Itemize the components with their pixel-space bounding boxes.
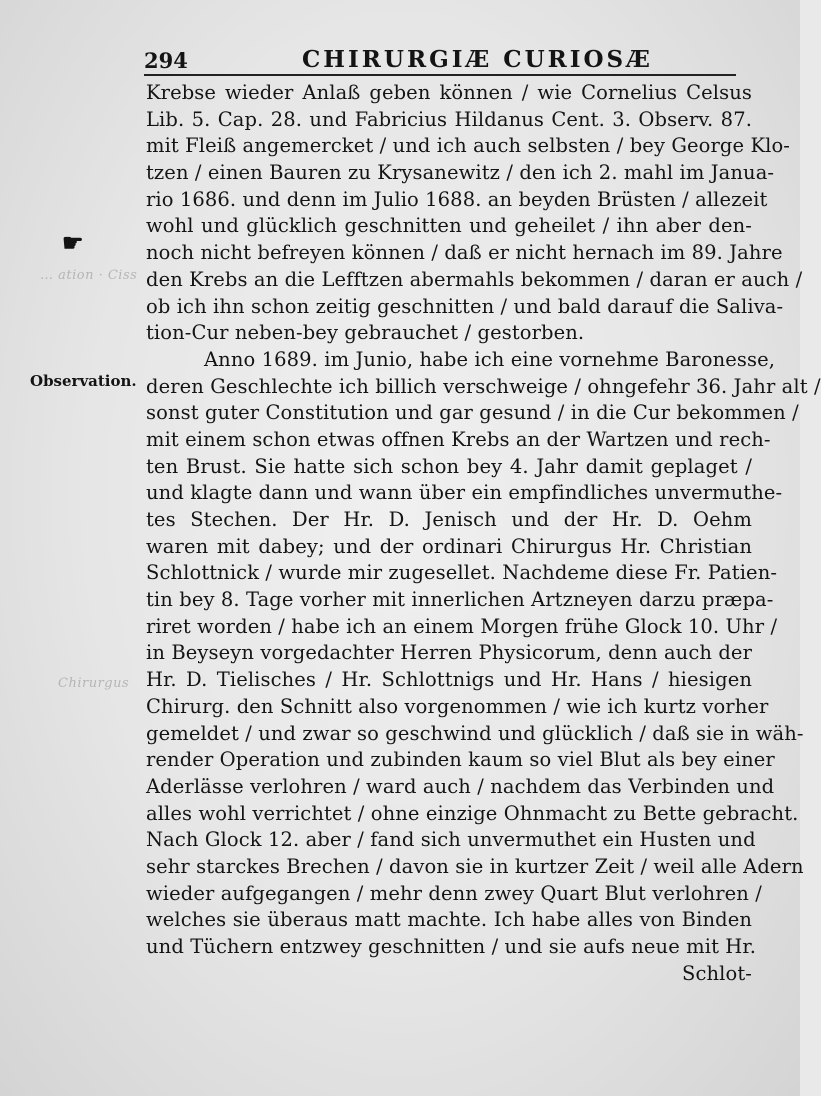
text-line: ten Brust. Sie hatte sich schon bey 4. Jahr damit geplaget / — [146, 454, 752, 478]
manicule-icon: ☛ — [62, 228, 84, 257]
text-line: mit Fleiß angemercket / und ich auch selbsten / bey George Klo- — [146, 134, 790, 158]
header-rule — [144, 74, 736, 76]
text-line: gemeldet / und zwar so geschwind und glücklich / daß sie in wäh- — [146, 721, 804, 745]
text-line: den Krebs an die Lefftzen abermahls bekommen / daran er auch / — [146, 267, 803, 291]
text-line: Anno 1689. im Junio, habe ich eine vornehme Baronesse, — [204, 347, 776, 371]
text-line: ob ich ihn schon zeitig geschnitten / und bald darauf die Saliva- — [146, 294, 784, 318]
margin-note-observation: Observation. — [30, 372, 137, 390]
text-line: welches sie überaus matt machte. Ich habe alles von Binden — [146, 908, 752, 932]
text-line: und klagte dann und wann über ein empfindliches unvermuthe- — [146, 481, 783, 505]
text-line: tin bey 8. Tage vorher mit innerlichen Artzneyen darzu præpa- — [146, 588, 774, 612]
text-line: Aderlässe verlohren / ward auch / nachdem das Verbinden und — [146, 774, 775, 798]
catchword: Schlot- — [682, 961, 752, 985]
text-line: Lib. 5. Cap. 28. und Fabricius Hildanus Cent. 3. Observ. 87. — [146, 107, 752, 131]
text-line: mit einem schon etwas offnen Krebs an der Wartzen und rech- — [146, 427, 771, 451]
body-text — [146, 80, 821, 987]
text-line: Chirurg. den Schnitt also vorgenommen / wie ich kurtz vorher — [146, 694, 769, 718]
text-line: Schlottnick / wurde mir zugesellet. Nachdeme diese Fr. Patien- — [146, 561, 778, 585]
text-line: wohl und glücklich geschnitten und geheilet / ihn aber den- — [146, 214, 752, 238]
text-line: rio 1686. und denn im Julio 1688. an beyden Brüsten / allezeit — [146, 187, 768, 211]
text-line: tes Stechen. Der Hr. D. Jenisch und der Hr. D. Oehm — [146, 508, 752, 531]
bleed-through-text: Chirurgus — [58, 676, 130, 691]
text-line: sonst guter Constitution und gar gesund / in die Cur bekommen / — [146, 401, 799, 425]
bleed-through-text: … ation · Ciss — [40, 268, 138, 283]
text-line: waren mit dabey; und der ordinari Chirurgus Hr. Christian — [146, 534, 752, 558]
text-line: in Beyseyn vorgedachter Herren Physicorum, denn auch der — [146, 641, 752, 665]
text-line: Krebse wieder Anlaß geben können / wie Cornelius Celsus — [146, 81, 752, 104]
text-line: alles wohl verrichtet / ohne einzige Ohnmacht zu Bette gebracht. — [146, 801, 799, 825]
text-line: tzen / einen Bauren zu Krysanewitz / den ich 2. mahl im Janua- — [146, 161, 775, 185]
text-line: wieder aufgegangen / mehr denn zwey Quart Blut verlohren / — [146, 881, 762, 905]
running-head: CHIRURGIÆ CURIOSÆ — [302, 46, 653, 73]
text-line: Nach Glock 12. aber / fand sich unvermuthet ein Husten und — [146, 828, 756, 852]
text-line: noch nicht befreyen können / daß er nicht hernach im 89. Jahre — [146, 241, 783, 265]
text-line: render Operation und zubinden kaum so viel Blut als bey einer — [146, 748, 775, 772]
page-number: 294 — [144, 48, 188, 73]
text-line: Hr. D. Tielisches / Hr. Schlottnigs und Hr. Hans / hiesigen — [146, 668, 752, 692]
text-line: riret worden / habe ich an einem Morgen frühe Glock 10. Uhr / — [146, 614, 778, 638]
text-line: sehr starckes Brechen / davon sie in kurtzer Zeit / weil alle Adern — [146, 854, 804, 878]
text-line: deren Geschlechte ich billich verschweige / ohngefehr 36. Jahr alt / — [146, 374, 821, 398]
page-header — [140, 44, 740, 76]
text-line: und Tüchern entzwey geschnitten / und sie aufs neue mit Hr. — [146, 935, 756, 958]
text-line: tion-Cur neben-bey gebrauchet / gestorben. — [146, 321, 585, 345]
